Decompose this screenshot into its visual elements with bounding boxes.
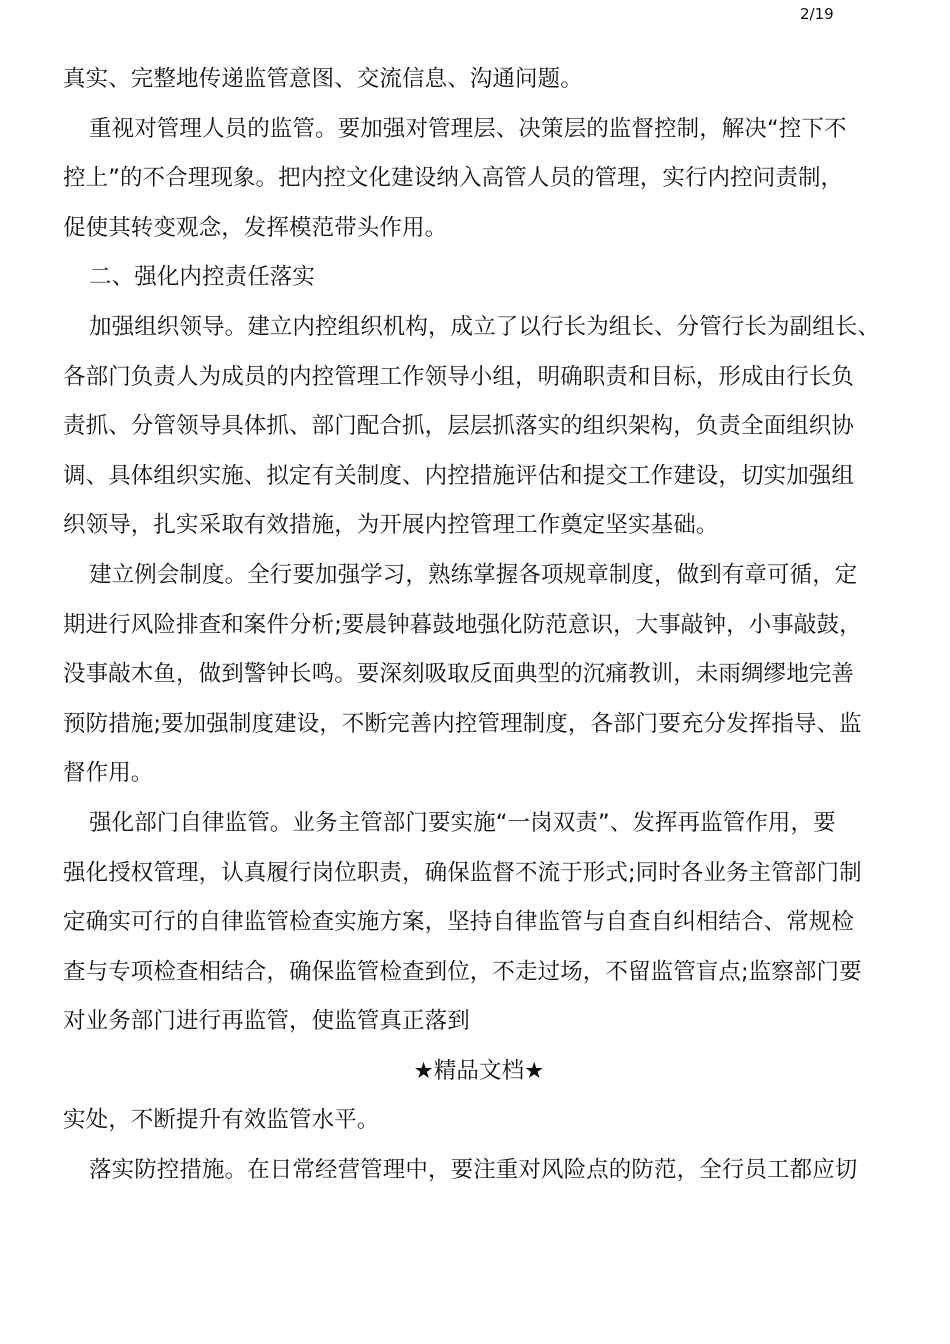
text-line: 督作用。 — [63, 760, 154, 787]
text-line: 预防措施;要加强制度建设，不断完善内控管理制度，各部门要充分发挥指导、监 — [63, 710, 862, 737]
text-line: 对业务部门进行再监管，使监管真正落到 — [63, 1008, 470, 1035]
text-line: 责抓、分管领导具体抓、部门配合抓，层层抓落实的组织架构，负责全面组织协 — [63, 413, 855, 440]
text-line: 真实、完整地传递监管意图、交流信息、沟通问题。 — [63, 66, 583, 92]
text-line: 建立例会制度。全行要加强学习，熟练掌握各项规章制度，做到有章可循，定 — [89, 561, 858, 588]
document-body — [63, 55, 895, 1196]
text-line: 落实防控措施。在日常经营管理中，要注重对风险点的防范，全行员工都应切 — [89, 1157, 858, 1184]
text-line: 织领导，扎实采取有效措施，为开展内控管理工作奠定坚实基础。 — [63, 512, 719, 539]
paragraph-block-continued — [63, 1096, 895, 1195]
text-line: 加强组织领导。建立内控组织机构，成立了以行长为组长、分管行长为副组长、 — [89, 313, 881, 340]
text-line: 调、具体组织实施、拟定有关制度、内控措施评估和提交工作建设，切实加强组 — [63, 462, 855, 489]
text-line: 重视对管理人员的监管。要加强对管理层、决策层的监督控制，解决“控下不 — [89, 115, 847, 142]
watermark-banner: ★精品文档★ — [413, 1057, 545, 1084]
text-line: 强化授权管理，认真履行岗位职责，确保监督不流于形式;同时各业务主管部门制 — [63, 859, 862, 886]
text-line: 定确实可行的自律监管检查实施方案，坚持自律监管与自查自纠相结合、常规检 — [63, 909, 855, 936]
text-line: 实处，不断提升有效监管水平。 — [63, 1107, 380, 1134]
text-line: 促使其转变观念，发挥模范带头作用。 — [63, 214, 448, 241]
text-line: 强化部门自律监管。业务主管部门要实施“一岗双责”、发挥再监管作用，要 — [89, 809, 836, 836]
text-line: 二、强化内控责任落实 — [89, 264, 316, 291]
text-line: 没事敲木鱼，做到警钟长鸣。要深刻吸取反面典型的沉痛教训，未雨绸缪地完善 — [63, 661, 855, 688]
page-number: 2/19 — [800, 5, 834, 23]
text-line: 控上”的不合理现象。把内控文化建设纳入高管人员的管理，实行内控问责制， — [63, 165, 844, 192]
paragraph-block — [63, 55, 895, 1047]
text-line: 查与专项检查相结合，确保监管检查到位，不走过场，不留监管盲点;监察部门要 — [63, 958, 862, 985]
text-line: 期进行风险排查和案件分析;要晨钟暮鼓地强化防范意识，大事敲钟，小事敲鼓， — [63, 611, 862, 638]
text-line: 各部门负责人为成员的内控管理工作领导小组，明确职责和目标，形成由行长负 — [63, 363, 855, 390]
